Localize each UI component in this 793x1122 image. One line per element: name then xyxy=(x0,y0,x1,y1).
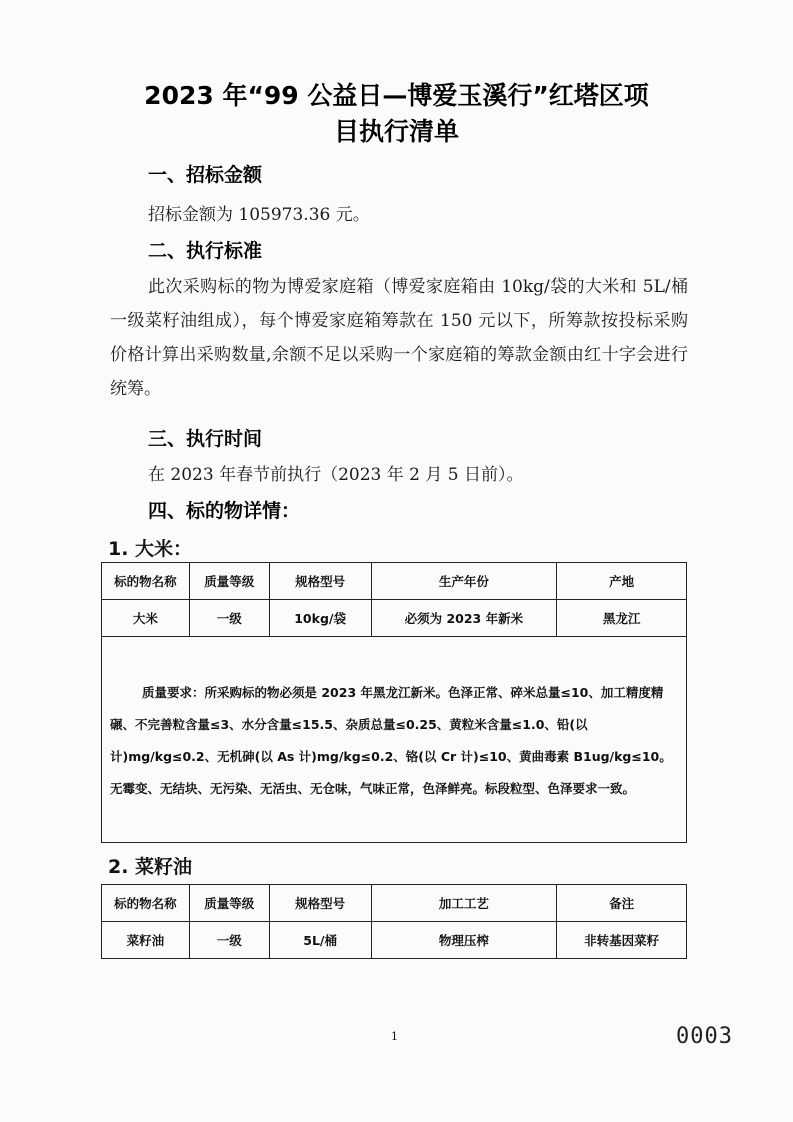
rice-heading: 1. 大米： xyxy=(108,538,193,560)
rice-header-cell: 质量等级 xyxy=(189,563,269,600)
rice-data-row xyxy=(102,600,687,637)
oil-cell: 非转基因菜籽 xyxy=(557,922,687,959)
oil-header-cell: 规格型号 xyxy=(269,885,371,922)
rice-cell: 10kg/袋 xyxy=(269,600,371,637)
oil-header-row xyxy=(102,885,687,922)
section-2-heading: 二、执行标准 xyxy=(148,240,263,262)
title-line-1: 2023 年“99 公益日—博爱玉溪行”红塔区项 xyxy=(144,81,649,110)
oil-cell: 菜籽油 xyxy=(102,922,190,959)
rice-header-cell: 生产年份 xyxy=(371,563,557,600)
section-2-text: 此次采购标的物为博爱家庭箱（博爱家庭箱由 10kg/袋的大米和 5L/桶一级菜籽油组成），每个博爱家庭箱筹款在 150 元以下，所筹款按投标采购价格计算出采购数量,余额不足以采购一个家庭箱的筹款金额由红十字会进行统筹。 xyxy=(110,277,688,399)
rice-header-cell: 产地 xyxy=(557,563,687,600)
oil-header-cell: 加工工艺 xyxy=(371,885,557,922)
oil-data-row xyxy=(102,922,687,959)
oil-cell: 一级 xyxy=(189,922,269,959)
title-line-2: 目执行清单 xyxy=(333,117,459,146)
section-1-text: 招标金额为 105973.36 元。 xyxy=(148,205,370,225)
oil-header-cell: 备注 xyxy=(557,885,687,922)
rice-header-cell: 规格型号 xyxy=(269,563,371,600)
rice-header-cell: 标的物名称 xyxy=(102,563,190,600)
rice-cell: 必须为 2023 年新米 xyxy=(371,600,557,637)
rice-cell: 一级 xyxy=(189,600,269,637)
oil-header-cell: 质量等级 xyxy=(189,885,269,922)
oil-cell: 5L/桶 xyxy=(269,922,371,959)
rice-quality-requirements: 质量要求：所采购标的物必须是 2023 年黑龙江新米。色泽正常、碎米总量≤10、加工精度精碾、不完善粒含量≤3、水分含量≤15.5、杂质总量≤0.25、黄粒米含量≤1.0、铅(以计)mg/kg≤0.2、无机砷(以 As 计)mg/kg≤0.2、铬(以 Cr 计)≤10、黄曲毒素 B1ug/kg≤10。无霉变、无结块、无污染、无活虫、无仓味，气味正常，色泽鲜亮。标段粒型、色泽要求一致。 xyxy=(102,637,687,843)
oil-cell: 物理压榨 xyxy=(371,922,557,959)
section-3-heading: 三、执行时间 xyxy=(148,428,263,450)
oil-table xyxy=(101,884,687,959)
page-number: 1 xyxy=(391,1030,398,1043)
section-4-heading: 四、标的物详情： xyxy=(148,500,301,522)
document-title xyxy=(60,78,733,150)
oil-header-cell: 标的物名称 xyxy=(102,885,190,922)
rice-header-row xyxy=(102,563,687,600)
rice-table xyxy=(101,562,687,843)
section-1-heading: 一、招标金额 xyxy=(148,164,263,186)
section-3-text: 在 2023 年春节前执行（2023 年 2 月 5 日前）。 xyxy=(148,465,524,485)
page-stamp: 0003 xyxy=(676,1024,733,1049)
rice-quality-row xyxy=(102,637,687,843)
oil-heading: 2. 菜籽油 xyxy=(108,856,193,878)
rice-cell: 大米 xyxy=(102,600,190,637)
rice-cell: 黑龙江 xyxy=(557,600,687,637)
